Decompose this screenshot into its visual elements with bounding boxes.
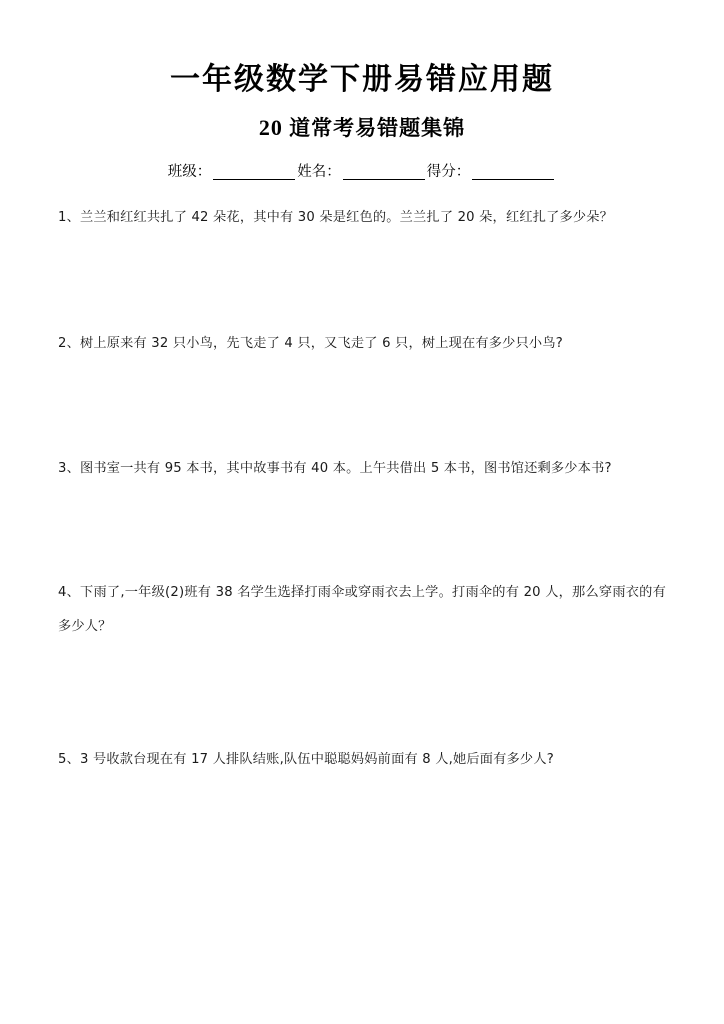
info-label-name: 姓名： xyxy=(297,164,341,180)
problem-list xyxy=(58,201,666,777)
problem-item: 3、图书室一共有 95 本书，其中故事书有 40 本。上午共借出 5 本书，图书馆还剩多少本书? xyxy=(58,461,612,477)
subtitle-count: 20 xyxy=(258,115,283,140)
problem-item: 1、兰兰和红红共扎了 42 朵花，其中有 30 朵是红色的。兰兰扎了 20 朵，红红扎了多少朵？ xyxy=(58,210,614,225)
problem-item: 2、树上原来有 32 只小鸟，先飞走了 4 只，又飞走了 6 只，树上现在有多少只小鸟? xyxy=(58,335,563,351)
info-blank-name[interactable] xyxy=(343,164,425,180)
page-title: 一年级数学下册易错应用题 xyxy=(170,62,554,97)
info-field-name xyxy=(297,160,427,181)
info-label-class: 班级： xyxy=(167,164,212,180)
student-info-line xyxy=(58,160,666,181)
page-subtitle xyxy=(58,112,666,142)
info-field-score xyxy=(427,160,557,181)
info-label-score: 得分： xyxy=(426,164,471,180)
info-field-class xyxy=(168,160,298,181)
info-blank-class[interactable] xyxy=(213,164,295,180)
subtitle-text: 道常考易错题集锦 xyxy=(289,116,466,140)
problem-item: 4、下雨了,一年级(2)班有 38 名学生选择打雨伞或穿雨衣去上学。打雨伞的有 20 人，那么穿雨衣的有多少人？ xyxy=(58,584,666,634)
info-blank-score[interactable] xyxy=(472,164,554,180)
problem-item: 5、3 号收款台现在有 17 人排队结账,队伍中聪聪妈妈前面有 8 人,她后面有多少人? xyxy=(58,752,554,768)
